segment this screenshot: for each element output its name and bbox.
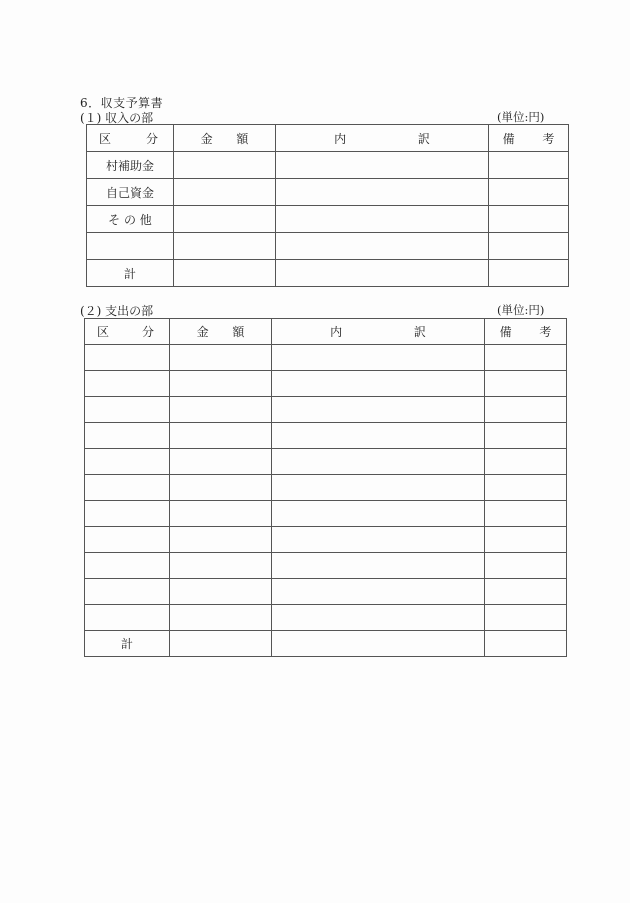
table-row <box>87 206 569 233</box>
expense-amount-cell[interactable] <box>170 423 272 449</box>
expense-breakdown-cell[interactable] <box>272 527 485 553</box>
income-total-breakdown[interactable] <box>276 260 489 287</box>
income-category-cell: そ の 他 <box>87 206 174 233</box>
expense-amount-cell[interactable] <box>170 475 272 501</box>
expense-breakdown-cell[interactable] <box>272 423 485 449</box>
expense-category-cell[interactable] <box>85 449 170 475</box>
expense-remarks-cell[interactable] <box>485 449 567 475</box>
expense-remarks-cell[interactable] <box>485 397 567 423</box>
expense-total-amount[interactable] <box>170 631 272 657</box>
header-category-left: 区 <box>99 131 112 146</box>
expense-category-cell[interactable] <box>85 527 170 553</box>
expense-breakdown-cell[interactable] <box>272 397 485 423</box>
table-row <box>85 527 567 553</box>
expense-heading: (２) 支出の部 <box>80 304 154 318</box>
income-unit-label: (単位:円) <box>497 110 545 124</box>
header-category <box>85 319 170 345</box>
section-title: 6．収支予算書 <box>80 96 164 110</box>
expense-remarks-cell[interactable] <box>485 553 567 579</box>
expense-breakdown-cell[interactable] <box>272 579 485 605</box>
income-remarks-cell[interactable] <box>489 179 569 206</box>
expense-remarks-cell[interactable] <box>485 605 567 631</box>
income-heading: (１) 収入の部 <box>80 111 154 125</box>
expense-remarks-cell[interactable] <box>485 501 567 527</box>
header-amount-label: 金 額 <box>196 325 255 339</box>
expense-remarks-cell[interactable] <box>485 579 567 605</box>
expense-amount-cell[interactable] <box>170 397 272 423</box>
expense-breakdown-cell[interactable] <box>272 501 485 527</box>
header-remarks <box>489 125 569 152</box>
expense-total-label: 計 <box>85 631 170 657</box>
header-breakdown <box>276 125 489 152</box>
expense-breakdown-cell[interactable] <box>272 553 485 579</box>
table-row <box>85 397 567 423</box>
expense-table <box>84 318 567 657</box>
income-category-cell[interactable] <box>87 233 174 260</box>
expense-category-cell[interactable] <box>85 371 170 397</box>
header-breakdown <box>272 319 485 345</box>
header-category-right: 分 <box>145 131 158 146</box>
income-table <box>86 124 569 287</box>
expense-breakdown-cell[interactable] <box>272 371 485 397</box>
header-amount <box>170 319 272 345</box>
expense-total-row <box>85 631 567 657</box>
expense-breakdown-cell[interactable] <box>272 475 485 501</box>
income-header-row <box>87 125 569 152</box>
income-amount-cell[interactable] <box>174 179 276 206</box>
table-row <box>85 501 567 527</box>
header-category <box>87 125 174 152</box>
expense-header-row <box>85 319 567 345</box>
header-breakdown-label: 内 訳 <box>330 325 460 339</box>
expense-remarks-cell[interactable] <box>485 371 567 397</box>
income-total-remarks[interactable] <box>489 260 569 287</box>
expense-breakdown-cell[interactable] <box>272 449 485 475</box>
table-row <box>85 371 567 397</box>
expense-category-cell[interactable] <box>85 501 170 527</box>
expense-amount-cell[interactable] <box>170 527 272 553</box>
expense-remarks-cell[interactable] <box>485 345 567 371</box>
header-category-right: 分 <box>141 325 154 339</box>
header-category-left: 区 <box>97 325 110 339</box>
expense-category-cell[interactable] <box>85 345 170 371</box>
expense-category-cell[interactable] <box>85 553 170 579</box>
income-category-cell: 自己資金 <box>87 179 174 206</box>
expense-total-breakdown[interactable] <box>272 631 485 657</box>
expense-category-cell[interactable] <box>85 605 170 631</box>
table-row <box>85 553 567 579</box>
income-remarks-cell[interactable] <box>489 233 569 260</box>
expense-remarks-cell[interactable] <box>485 475 567 501</box>
expense-breakdown-cell[interactable] <box>272 605 485 631</box>
header-remarks-label: 備 考 <box>499 325 564 339</box>
income-total-label: 計 <box>87 260 174 287</box>
income-total-row <box>87 260 569 287</box>
header-remarks-label: 備 考 <box>502 131 567 146</box>
header-breakdown-label: 内 訳 <box>334 131 464 146</box>
expense-category-cell[interactable] <box>85 475 170 501</box>
table-row <box>85 605 567 631</box>
income-breakdown-cell[interactable] <box>276 206 489 233</box>
income-remarks-cell[interactable] <box>489 206 569 233</box>
header-remarks <box>485 319 567 345</box>
income-amount-cell[interactable] <box>174 233 276 260</box>
expense-category-cell[interactable] <box>85 397 170 423</box>
table-row <box>87 152 569 179</box>
income-total-amount[interactable] <box>174 260 276 287</box>
header-amount <box>174 125 276 152</box>
expense-breakdown-cell[interactable] <box>272 345 485 371</box>
expense-unit-label: (単位:円) <box>497 303 545 317</box>
table-row <box>85 449 567 475</box>
expense-category-cell[interactable] <box>85 579 170 605</box>
expense-amount-cell[interactable] <box>170 553 272 579</box>
income-breakdown-cell[interactable] <box>276 233 489 260</box>
expense-amount-cell[interactable] <box>170 371 272 397</box>
table-row <box>85 423 567 449</box>
expense-amount-cell[interactable] <box>170 605 272 631</box>
income-breakdown-cell[interactable] <box>276 179 489 206</box>
table-row <box>85 475 567 501</box>
expense-amount-cell[interactable] <box>170 579 272 605</box>
table-row <box>85 579 567 605</box>
table-row <box>85 345 567 371</box>
table-row <box>87 179 569 206</box>
income-amount-cell[interactable] <box>174 206 276 233</box>
expense-category-cell[interactable] <box>85 423 170 449</box>
expense-amount-cell[interactable] <box>170 501 272 527</box>
income-amount-cell[interactable] <box>174 152 276 179</box>
expense-amount-cell[interactable] <box>170 449 272 475</box>
expense-remarks-cell[interactable] <box>485 527 567 553</box>
table-row <box>87 233 569 260</box>
income-category-cell: 村補助金 <box>87 152 174 179</box>
expense-total-remarks[interactable] <box>485 631 567 657</box>
expense-amount-cell[interactable] <box>170 345 272 371</box>
income-breakdown-cell[interactable] <box>276 152 489 179</box>
header-amount-label: 金 額 <box>200 131 259 146</box>
income-remarks-cell[interactable] <box>489 152 569 179</box>
expense-remarks-cell[interactable] <box>485 423 567 449</box>
